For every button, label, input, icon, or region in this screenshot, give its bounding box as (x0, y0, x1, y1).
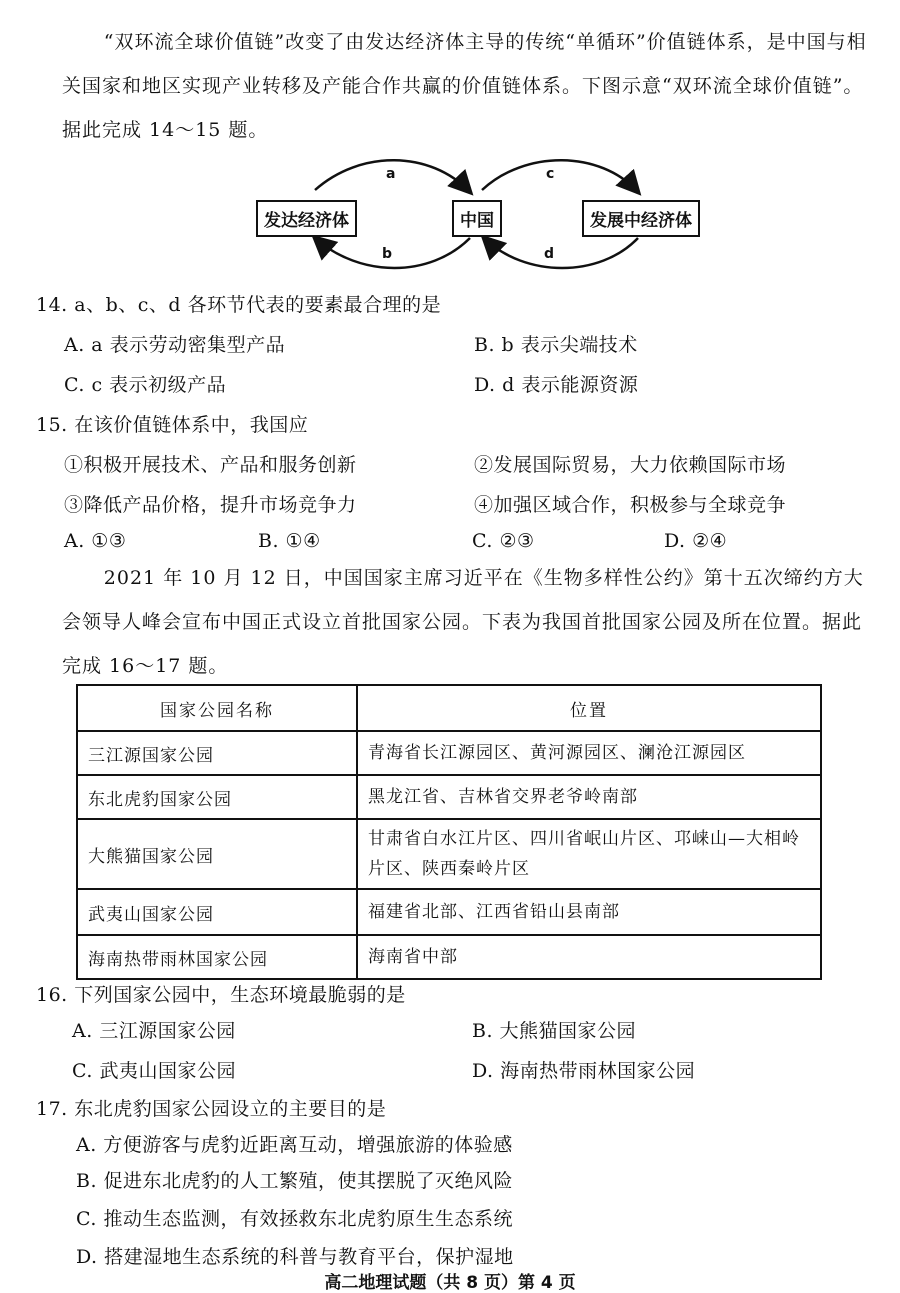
q14-option-a: A. a 表示劳动密集型产品 (64, 334, 286, 356)
q14-stem: 14. a、b、c、d 各环节代表的要素最合理的是 (36, 294, 442, 316)
q17-option-c: C. 推动生态监测，有效拯救东北虎豹原生生态系统 (76, 1208, 513, 1230)
header-location: 位置 (357, 685, 821, 731)
park-name: 大熊猫国家公园 (77, 819, 357, 889)
park-location: 福建省北部、江西省铅山县南部 (357, 889, 821, 935)
arrow-c (482, 160, 638, 192)
q15-option-c: C. ②③ (472, 530, 535, 552)
park-name: 海南热带雨林国家公园 (77, 935, 357, 979)
q17-option-a: A. 方便游客与虎豹近距离互动，增强旅游的体验感 (76, 1134, 513, 1156)
q14-option-c: C. c 表示初级产品 (64, 374, 227, 396)
table-header-row (77, 685, 821, 731)
park-name: 东北虎豹国家公园 (77, 775, 357, 819)
label-c: c (546, 166, 555, 182)
q15-option-b: B. ①④ (258, 530, 321, 552)
q17-stem: 17. 东北虎豹国家公园设立的主要目的是 (36, 1098, 387, 1120)
q16-option-c: C. 武夷山国家公园 (72, 1060, 236, 1082)
table-row (77, 819, 821, 889)
park-location: 甘肃省白水江片区、四川省岷山片区、邛崃山—大相岭片区、陕西秦岭片区 (357, 819, 821, 889)
table-row (77, 731, 821, 775)
box-developed-economies: 发达经济体 (256, 200, 357, 237)
label-d: d (544, 246, 555, 262)
national-parks-table (76, 684, 822, 980)
q17-option-b: B. 促进东北虎豹的人工繁殖，使其摆脱了灭绝风险 (76, 1170, 514, 1192)
intro-paragraph-2: 2021 年 10 月 12 日，中国国家主席习近平在《生物多样性公约》第十五次缔约方大会领导人峰会宣布中国正式设立首批国家公园。下表为我国首批国家公园及所在位置。据此完成 16～17 题。 (62, 567, 864, 677)
label-a: a (386, 166, 396, 182)
intro-paragraph-1: “双环流全球价值链”改变了由发达经济体主导的传统“单循环”价值链体系，是中国与相关国家和地区实现产业转移及产能合作共赢的价值链体系。下图示意“双环流全球价值链”。据此完成 14～15 题。 (62, 31, 867, 141)
park-location: 海南省中部 (357, 935, 821, 979)
q16-option-d: D. 海南热带雨林国家公园 (472, 1060, 696, 1082)
q14-option-d: D. d 表示能源资源 (474, 374, 639, 396)
park-location: 青海省长江源园区、黄河源园区、澜沧江源园区 (357, 731, 821, 775)
arrow-b (315, 238, 470, 268)
q15-stem: 15. 在该价值链体系中，我国应 (36, 414, 309, 436)
header-park-name: 国家公园名称 (77, 685, 357, 731)
q15-statement-3: ③降低产品价格，提升市场竞争力 (64, 494, 357, 516)
arrow-d (484, 238, 638, 268)
park-location: 黑龙江省、吉林省交界老爷岭南部 (357, 775, 821, 819)
park-name: 三江源国家公园 (77, 731, 357, 775)
park-name: 武夷山国家公园 (77, 889, 357, 935)
q15-statement-1: ①积极开展技术、产品和服务创新 (64, 454, 357, 476)
q15-option-a: A. ①③ (64, 530, 127, 552)
table-row (77, 775, 821, 819)
label-b: b (382, 246, 393, 262)
q15-option-d: D. ②④ (664, 530, 728, 552)
box-developing-economies: 发展中经济体 (582, 200, 700, 237)
q15-statement-4: ④加强区域合作，积极参与全球竞争 (474, 494, 787, 516)
page-footer: 高二地理试题（共 8 页）第 4 页 (324, 1273, 576, 1293)
table-row (77, 889, 821, 935)
q16-option-b: B. 大熊猫国家公园 (472, 1020, 637, 1042)
box-china: 中国 (452, 200, 502, 237)
table-row (77, 935, 821, 979)
diagram-arrows (0, 150, 900, 280)
q16-stem: 16. 下列国家公园中，生态环境最脆弱的是 (36, 984, 406, 1006)
q16-option-a: A. 三江源国家公园 (72, 1020, 236, 1042)
q17-option-d: D. 搭建湿地生态系统的科普与教育平台，保护湿地 (76, 1246, 514, 1268)
q14-option-b: B. b 表示尖端技术 (474, 334, 638, 356)
q15-statement-2: ②发展国际贸易，大力依赖国际市场 (474, 454, 787, 476)
